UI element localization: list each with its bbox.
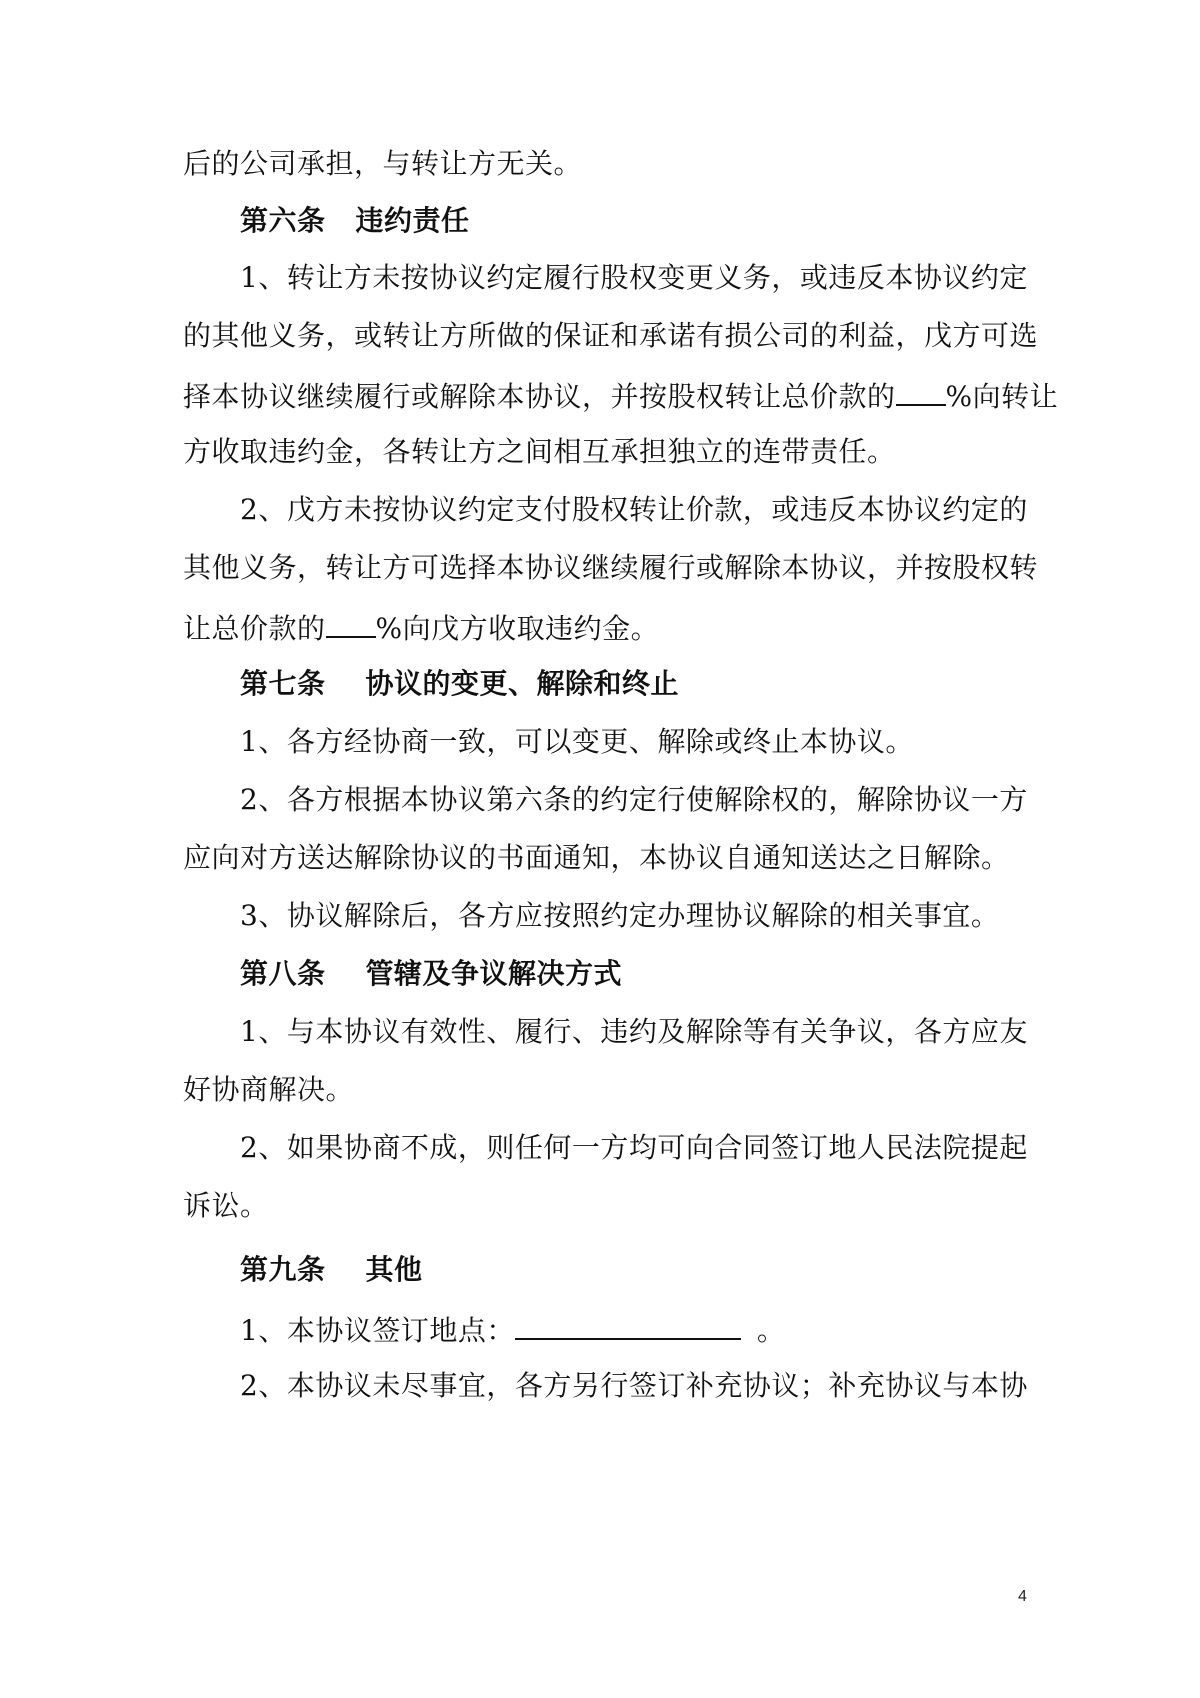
text-segment: 择本协议继续履行或解除本协议，并按股权转让总价款的: [183, 380, 896, 413]
paragraph-line: 好协商解决。: [183, 1073, 355, 1106]
paragraph-line: 诉讼。: [183, 1189, 269, 1222]
paragraph-line: 1、各方经协商一致，可以变更、解除或终止本协议。: [240, 725, 914, 758]
text-segment: %向戊方收取违约金。: [375, 612, 660, 645]
paragraph-line: 其他义务，转让方可选择本协议继续履行或解除本协议，并按股权转: [183, 551, 1039, 584]
fill-in-blank: [326, 606, 376, 638]
paragraph-line: 2、如果协商不成，则任何一方均可向合同签订地人民法院提起: [240, 1131, 1028, 1164]
article-9-heading: [240, 1250, 423, 1290]
article-title: 其他: [365, 1253, 423, 1286]
paragraph-line: 2、戊方未按协议约定支付股权转让价款，或违反本协议约定的: [240, 493, 1028, 526]
fill-in-blank: [896, 374, 946, 406]
signing-location-blank: [515, 1308, 741, 1340]
article-7-heading: [240, 664, 679, 704]
paragraph-line: [183, 606, 659, 649]
text-segment: 让总价款的: [183, 612, 326, 645]
article-8-heading: [240, 954, 622, 994]
article-number: 第七条: [240, 667, 326, 700]
text-segment: %向转让: [945, 380, 1059, 413]
paragraph-line: 1、与本协议有效性、履行、违约及解除等有关争议，各方应友: [240, 1015, 1028, 1048]
paragraph-line: 1、转让方未按协议约定履行股权变更义务，或违反本协议约定: [240, 261, 1028, 294]
paragraph-line: 的其他义务，或转让方所做的保证和承诺有损公司的利益，戊方可选: [183, 319, 1039, 352]
article-title: 协议的变更、解除和终止: [365, 667, 680, 700]
article-title: 管辖及争议解决方式: [365, 957, 623, 990]
paragraph-line: 3、协议解除后，各方应按照约定办理协议解除的相关事宜。: [240, 899, 1000, 932]
paragraph-line: 方收取违约金，各转让方之间相互承担独立的连带责任。: [183, 435, 896, 468]
article-number: 第八条: [240, 957, 326, 990]
article-number: 第九条: [240, 1253, 326, 1286]
article-number: 第六条: [240, 204, 326, 237]
page-number: 4: [1018, 1588, 1027, 1605]
text-segment: 。: [756, 1314, 786, 1347]
paragraph-line: [183, 374, 1058, 417]
article-title: 违约责任: [355, 204, 470, 237]
paragraph-line: [240, 1308, 785, 1351]
article-6-heading: [240, 201, 470, 241]
paragraph-line: 后的公司承担，与转让方无关。: [183, 147, 583, 180]
paragraph-line: 2、本协议未尽事宜，各方另行签订补充协议；补充协议与本协: [240, 1369, 1028, 1402]
text-segment: 1、本协议签订地点：: [240, 1314, 515, 1347]
paragraph-line: 应向对方送达解除协议的书面通知，本协议自通知送达之日解除。: [183, 841, 1010, 874]
paragraph-line: 2、各方根据本协议第六条的约定行使解除权的，解除协议一方: [240, 783, 1028, 816]
